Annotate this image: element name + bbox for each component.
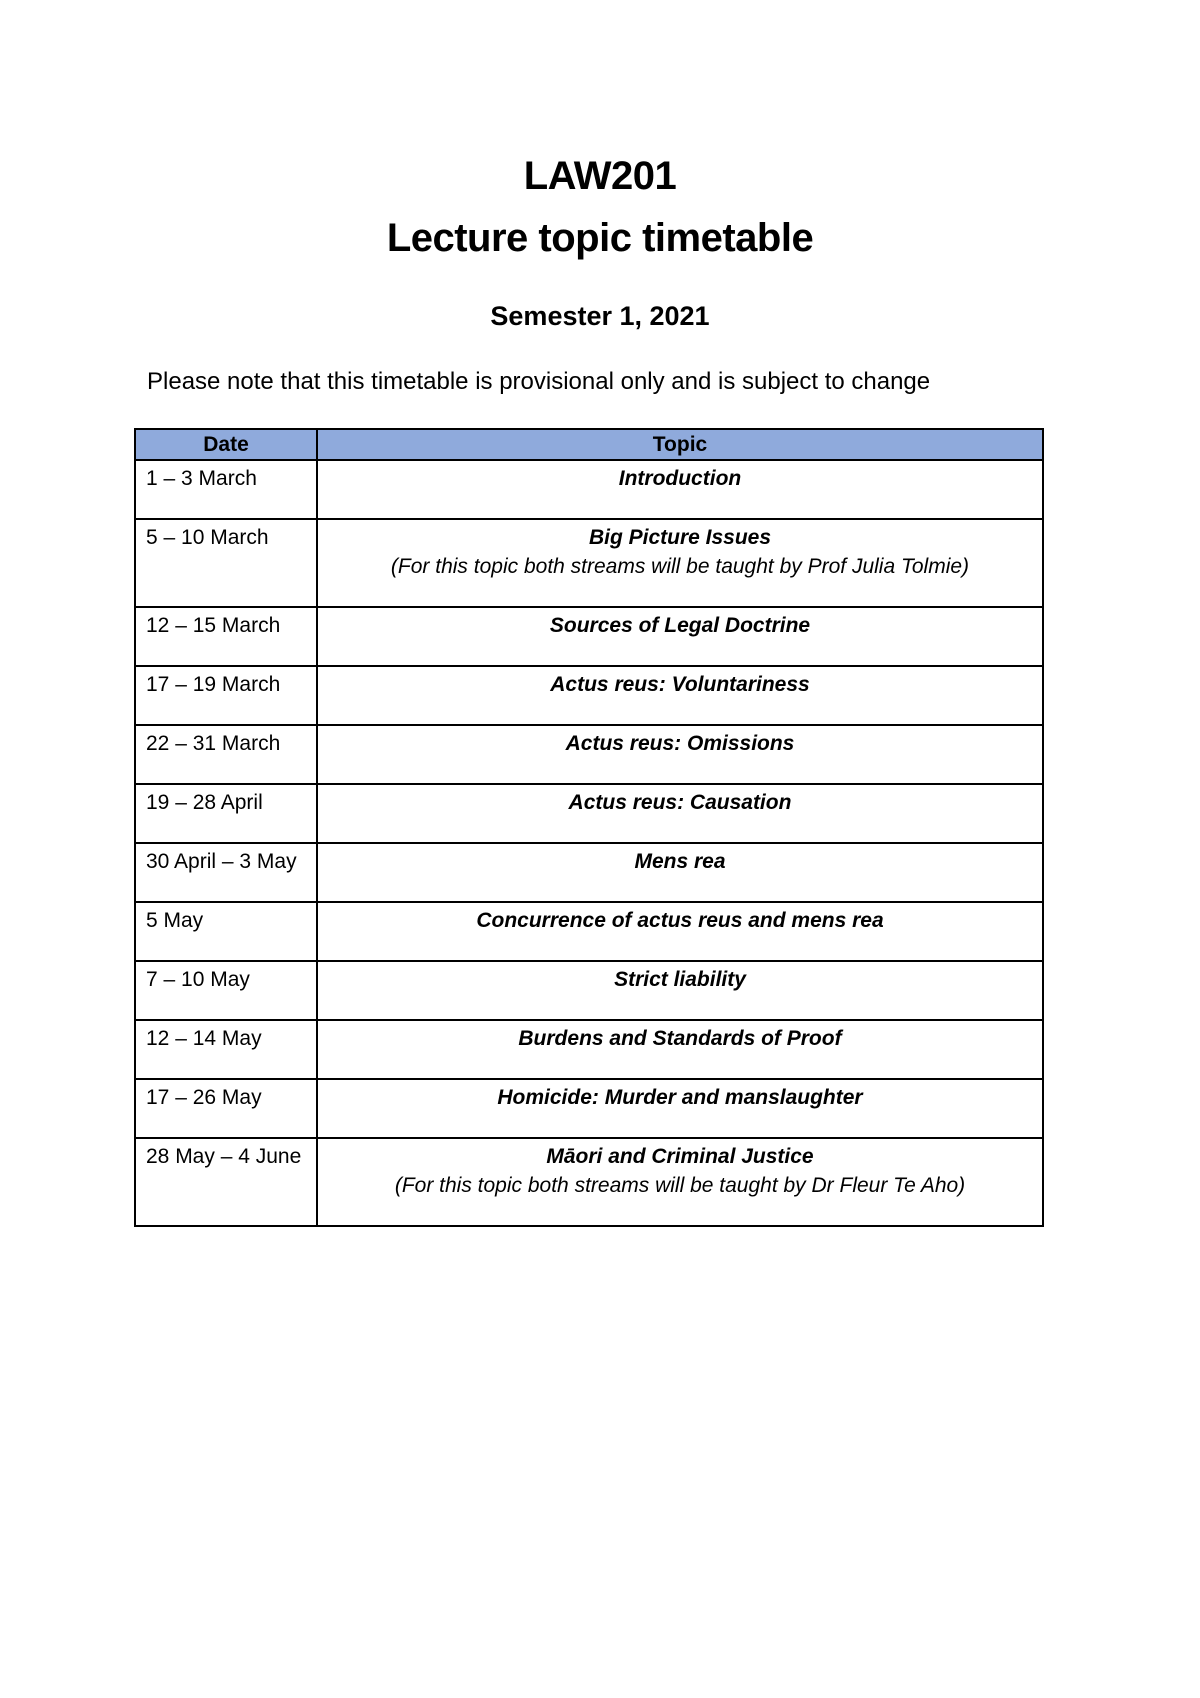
date-cell: 22 – 31 March <box>135 725 317 784</box>
date-cell: 17 – 19 March <box>135 666 317 725</box>
table-header-row <box>135 429 1043 460</box>
topic-cell <box>317 519 1043 607</box>
topic-title: Strict liability <box>614 968 746 991</box>
table-row <box>135 784 1043 843</box>
timetable <box>134 428 1044 1227</box>
table-row <box>135 460 1043 519</box>
table-row <box>135 961 1043 1020</box>
table-row <box>135 902 1043 961</box>
column-header-date: Date <box>135 429 317 460</box>
semester-heading: Semester 1, 2021 <box>490 301 710 331</box>
date-cell: 12 – 14 May <box>135 1020 317 1079</box>
table-row <box>135 666 1043 725</box>
table-row <box>135 519 1043 607</box>
topic-title: Homicide: Murder and manslaughter <box>497 1086 863 1109</box>
topic-cell <box>317 1020 1043 1079</box>
topic-title: Big Picture Issues <box>588 526 772 549</box>
page-title: Lecture topic timetable <box>386 216 814 260</box>
date-cell: 7 – 10 May <box>135 961 317 1020</box>
date-cell: 19 – 28 April <box>135 784 317 843</box>
topic-cell <box>317 961 1043 1020</box>
topic-title: Concurrence of actus reus and mens rea <box>476 909 884 932</box>
topic-cell <box>317 460 1043 519</box>
topic-cell <box>317 1079 1043 1138</box>
column-header-topic: Topic <box>317 429 1043 460</box>
topic-title: Actus reus: Omissions <box>565 732 795 755</box>
table-row <box>135 725 1043 784</box>
topic-title: Actus reus: Causation <box>568 791 792 814</box>
table-row <box>135 1138 1043 1226</box>
topic-cell <box>317 843 1043 902</box>
date-cell: 1 – 3 March <box>135 460 317 519</box>
topic-cell <box>317 666 1043 725</box>
topic-title: Burdens and Standards of Proof <box>518 1027 842 1050</box>
date-cell: 12 – 15 March <box>135 607 317 666</box>
topic-note: (For this topic both streams will be taught by Dr Fleur Te Aho) <box>394 1174 966 1197</box>
topic-title: Actus reus: Voluntariness <box>550 673 810 696</box>
topic-title: Mens rea <box>634 850 726 873</box>
topic-title: Sources of Legal Doctrine <box>549 614 811 637</box>
topic-note: (For this topic both streams will be taught by Prof Julia Tolmie) <box>390 555 970 578</box>
topic-cell <box>317 1138 1043 1226</box>
date-cell: 5 – 10 March <box>135 519 317 607</box>
provisional-note: Please note that this timetable is provisional only and is subject to change <box>147 368 931 395</box>
topic-cell <box>317 902 1043 961</box>
date-cell: 5 May <box>135 902 317 961</box>
date-cell: 30 April – 3 May <box>135 843 317 902</box>
table-row <box>135 1079 1043 1138</box>
topic-cell <box>317 725 1043 784</box>
topic-cell <box>317 607 1043 666</box>
table-row <box>135 843 1043 902</box>
date-cell: 28 May – 4 June <box>135 1138 317 1226</box>
table-row <box>135 607 1043 666</box>
topic-title: Māori and Criminal Justice <box>546 1145 814 1168</box>
topic-title: Introduction <box>618 467 742 490</box>
date-cell: 17 – 26 May <box>135 1079 317 1138</box>
table-row <box>135 1020 1043 1079</box>
course-code: LAW201 <box>523 154 677 198</box>
topic-cell <box>317 784 1043 843</box>
